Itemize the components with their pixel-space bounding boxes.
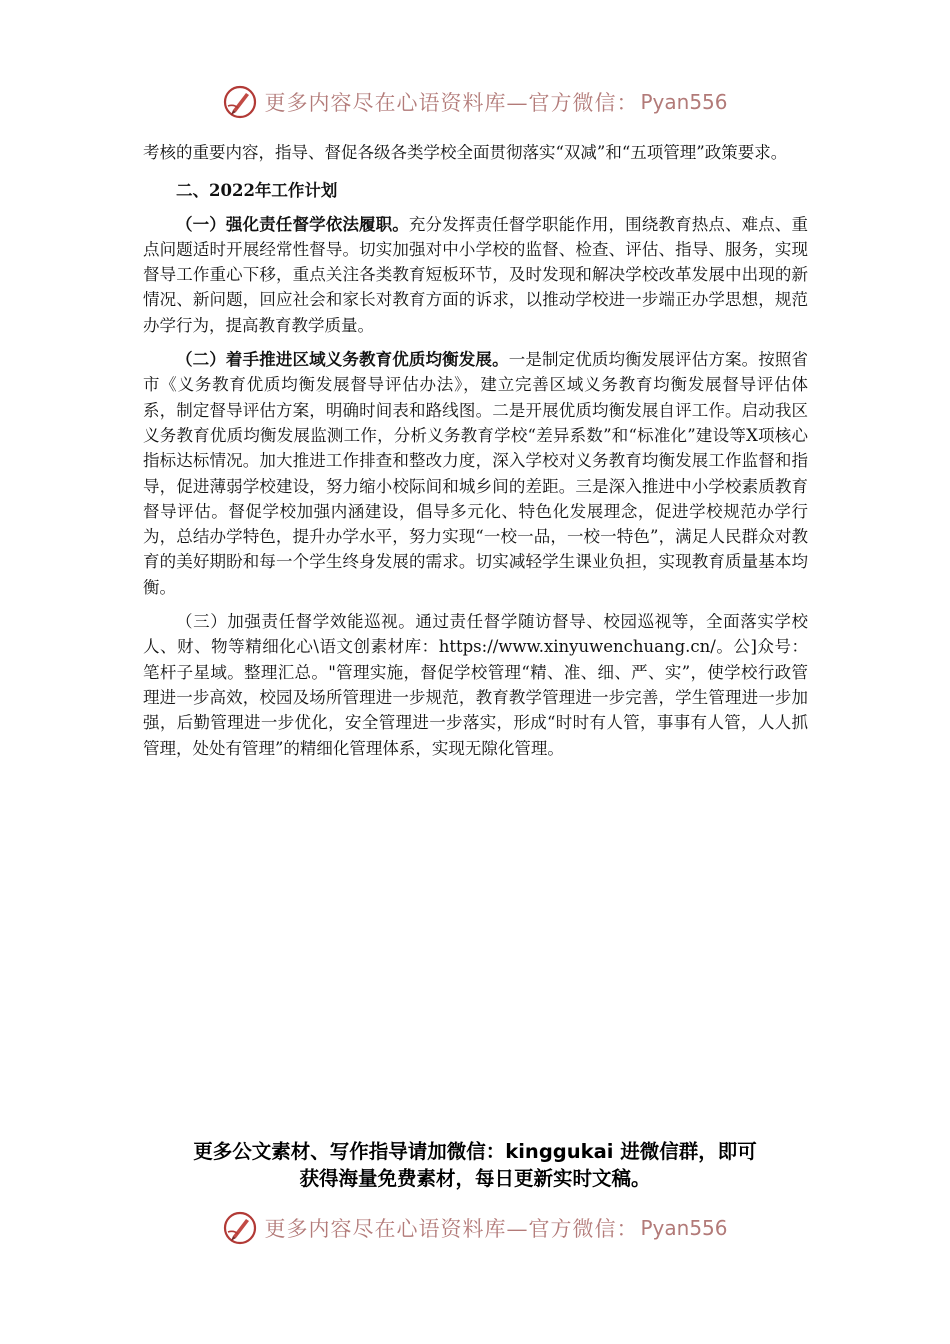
- paragraph-section-3: （三）加强责任督学效能巡视。通过责任督学随访督导、校园巡视等，全面落实学校人、财、物等精细化心\语文创素材库：https://www.xinyuwenchuang.cn/。公]众号：笔杆子星域。整理汇总。"管理实施，督促学校管理“精、准、细、严、实”，使学校行政管理进一步高效，校园及场所管理进一步规范，教育教学管理进一步完善，学生管理进一步加强，后勤管理进一步优化，安全管理进一步落实，形成“时时有人管，事事有人管，人人抓管理，处处有管理”的精细化管理体系，实现无隙化管理。: [143, 612, 808, 758]
- promo-line-2: 获得海量免费素材，每日更新实时文稿。: [299, 1167, 651, 1190]
- brand-text: 更多内容尽在心语资料库—官方微信：: [264, 1217, 639, 1241]
- wechat-id: Pyan556: [640, 90, 728, 114]
- section-heading: 二、2022年工作计划: [176, 181, 338, 201]
- section-2-text: 一是制定优质均衡发展评估方案。按照省市《义务教育优质均衡发展督导评估办法》，建立完善区域义务教育均衡发展督导评估体系，制定督导评估方案，明确时间表和路线图。二是开展优质均衡发展自评工作。启动我区义务教育优质均衡发展监测工作，分析义务教育学校“差异系数”和“标准化”建设等X项核心指标达标情况。加大推进工作排查和整改力度，深入学校对义务教育均衡发展工作监督和指导，促进薄弱学校建设，努力缩小校际间和城乡间的差距。三是深入推进中小学校素质教育督导评估。督促学校加强内涵建设，倡导多元化、特色化发展理念，促进学校规范办学行为，总结办学特色，提升办学水平，努力实现“一校一品，一校一特色”，满足人民群众对教育的美好期盼和每一个学生终身发展的需求。切实减轻学生课业负担，实现教育质量基本均衡。: [143, 350, 809, 597]
- header-watermark: [0, 80, 950, 124]
- pen-circle-logo-icon: [222, 1210, 258, 1246]
- paragraph-intro: 考核的重要内容，指导、督促各级各类学校全面贯彻落实“双减”和“五项管理”政策要求。: [143, 143, 788, 162]
- promo-line-1: 更多公文素材、写作指导请加微信：kinggukai 进微信群，即可: [193, 1140, 757, 1163]
- section-2-lead: （二）着手推进区域义务教育优质均衡发展。: [176, 350, 509, 370]
- footer-watermark: [0, 1206, 950, 1250]
- pen-circle-logo-icon: [222, 84, 258, 120]
- paragraph-section-2: [143, 347, 808, 600]
- section-1-lead: （一）强化责任督学依法履职。: [176, 214, 409, 234]
- document-body: [143, 140, 808, 761]
- brand-text: 更多内容尽在心语资料库—官方微信：: [264, 91, 639, 115]
- section-1-text: 充分发挥责任督学职能作用，围绕教育热点、难点、重点问题适时开展经常性督导。切实加强对中小学校的监督、检查、评估、指导、服务，实现督导工作重心下移，重点关注各类教育短板环节，及时发现和解决学校改革发展中出现的新情况、新问题，回应社会和家长对教育方面的诉求，以推动学校进一步端正办学思想，规范办学行为，提高教育教学质量。: [143, 214, 809, 335]
- promo-notice: [110, 1138, 840, 1192]
- wechat-id: Pyan556: [640, 1216, 728, 1240]
- paragraph-section-1: [143, 212, 808, 338]
